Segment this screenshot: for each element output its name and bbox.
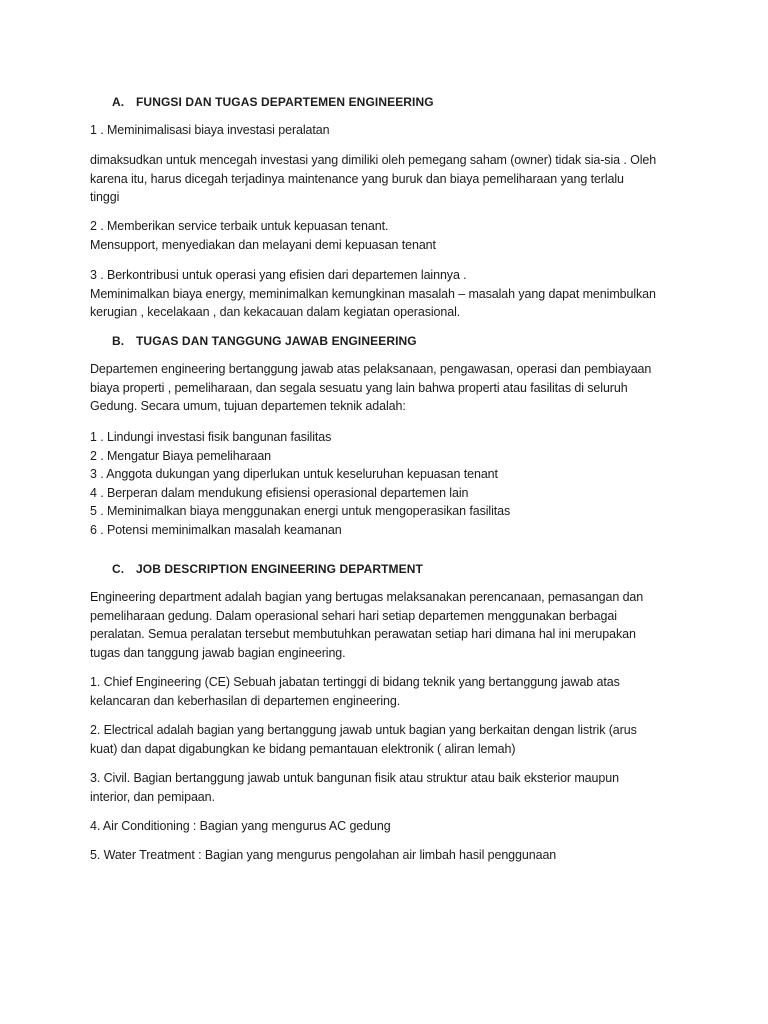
section-a-item3: 3 . Berkontribusi untuk operasi yang efisien dari departemen lainnya . Meminimalkan biaya energy, meminimalkan kemungkinan masalah – masalah yang dapat menimbulkan kerugian , kecelakaan , dan kekacauan dalam kegiatan operasional.: [90, 268, 656, 319]
section-a-item1-description: dimaksudkan untuk mencegah investasi yang dimiliki oleh pemegang saham (owner) tidak sia-sia . Oleh karena itu, harus dicegah terjadinya maintenance yang buruk dan biaya pemeliharaan yang terlalu tinggi: [90, 153, 657, 204]
list-item: 6 . Potensi meminimalkan masalah keamanan: [90, 522, 342, 537]
section-c-intro: Engineering department adalah bagian yang bertugas melaksanakan perencanaan, pemasangan dan pemeliharaan gedung. Dalam operasional sehari hari setiap departemen menggunakan berbagai peralatan. Semua peralatan tersebut membutuhkan perawatan setiap hari dimana hal ini merupakan tugas dan tanggung jawab bagian engineering.: [90, 590, 644, 660]
section-a-letter: A.: [112, 95, 125, 109]
list-item: 3 . Anggota dukungan yang diperlukan untuk keseluruhan kepuasan tenant: [90, 467, 498, 481]
section-c-title: JOB DESCRIPTION ENGINEERING DEPARTMENT: [136, 562, 423, 576]
list-item: 5 . Meminimalkan biaya menggunakan energi untuk mengoperasikan fasilitas: [90, 504, 511, 518]
section-b-intro: Departemen engineering bertanggung jawab atas pelaksanaan, pengawasan, operasi dan pembiayaan biaya properti , pemeliharaan, dan segala sesuatu yang lain bahwa properti atau fasilitas di seluruh Gedung. Secara umum, tujuan departemen teknik adalah:: [90, 362, 652, 413]
section-a-title: FUNGSI DAN TUGAS DEPARTEMEN ENGINEERING: [136, 95, 434, 109]
section-b-heading: [112, 334, 417, 348]
section-c-item3: 3. Civil. Bagian bertanggung jawab untuk bangunan fisik atau struktur atau baik eksterior maupun interior, dan pemipaan.: [90, 771, 619, 804]
section-c-heading: [112, 562, 423, 576]
section-a-heading: [112, 95, 434, 109]
list-item: 4 . Berperan dalam mendukung efisiensi operasional departemen lain: [90, 485, 469, 500]
section-c-item5: 5. Water Treatment : Bagian yang mengurus pengolahan air limbah hasil penggunaan: [90, 848, 557, 862]
section-a-item2: 2 . Memberikan service terbaik untuk kepuasan tenant. Mensupport, menyediakan dan melayani demi kepuasan tenant: [90, 219, 436, 252]
section-b-letter: B.: [112, 334, 125, 348]
section-a-item1-title: 1 . Meminimalisasi biaya investasi peralatan: [90, 123, 330, 137]
section-c-letter: C.: [112, 562, 125, 576]
section-b-title: TUGAS DAN TANGGUNG JAWAB ENGINEERING: [136, 334, 417, 348]
list-item: 2 . Mengatur Biaya pemeliharaan: [90, 448, 272, 463]
section-c-item2: 2. Electrical adalah bagian yang bertanggung jawab untuk bagian yang berkaitan dengan listrik (arus kuat) dan dapat digabungkan ke bidang pemantauan elektronik ( aliran lemah): [90, 723, 637, 756]
section-c-item4: 4. Air Conditioning : Bagian yang mengurus AC gedung: [90, 819, 391, 833]
section-c-item1: 1. Chief Engineering (CE) Sebuah jabatan tertinggi di bidang teknik yang bertanggung jawab atas kelancaran dan keberhasilan di departemen engineering.: [90, 675, 620, 708]
list-item: 1 . Lindungi investasi fisik bangunan fasilitas: [90, 430, 332, 444]
section-b-goal-list: [90, 428, 690, 539]
